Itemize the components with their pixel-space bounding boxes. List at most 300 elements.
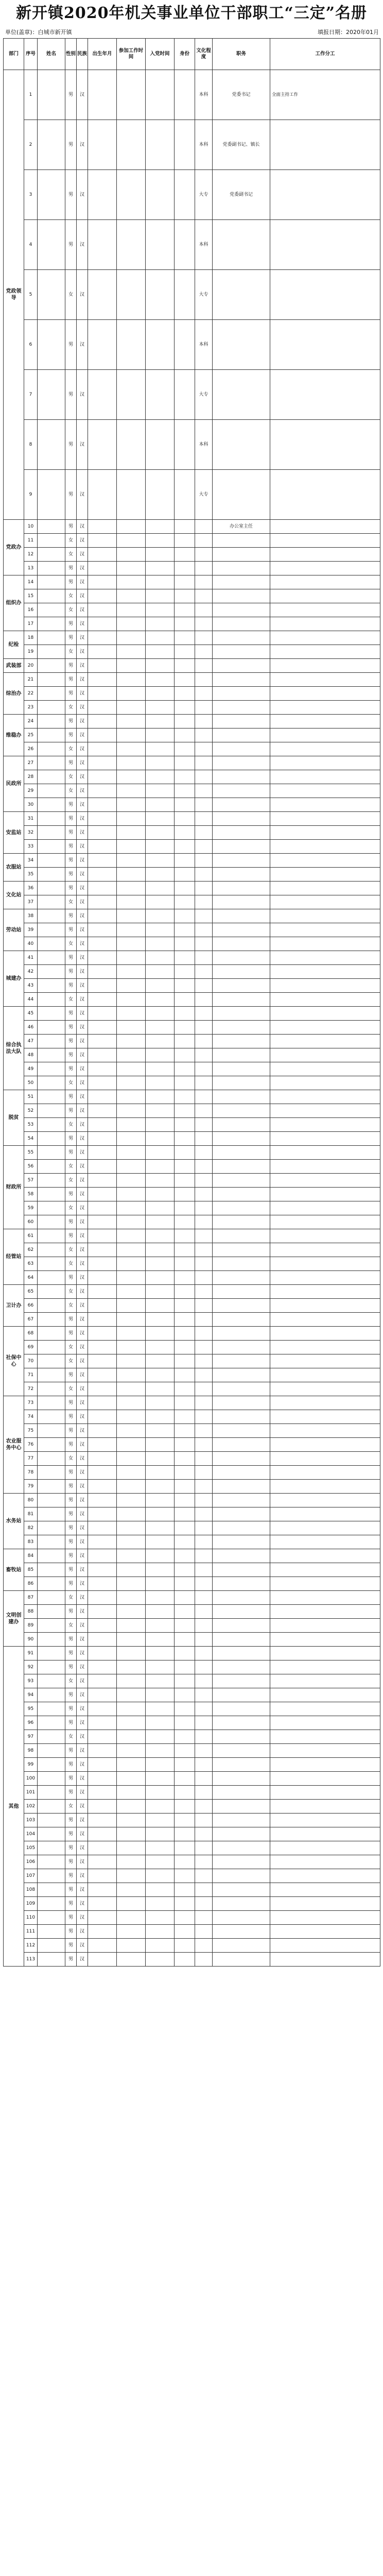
work-start-cell	[117, 1285, 146, 1299]
status-cell	[175, 1730, 195, 1744]
duty-cell	[270, 1243, 380, 1257]
party-cell	[146, 1841, 175, 1855]
column-header: 出生年月	[88, 39, 117, 70]
birth-cell	[88, 520, 117, 534]
seq-cell: 7	[24, 370, 38, 420]
ethnicity-cell: 汉	[77, 1396, 88, 1410]
duty-cell	[270, 1146, 380, 1160]
name-cell	[38, 770, 65, 784]
name-cell	[38, 840, 65, 854]
duty-cell	[270, 1855, 380, 1869]
education-cell	[195, 1229, 213, 1243]
work-start-cell	[117, 603, 146, 617]
status-cell	[175, 220, 195, 270]
table-row	[4, 951, 380, 965]
birth-cell	[88, 1090, 117, 1104]
duty-cell	[270, 979, 380, 993]
table-row	[4, 1591, 380, 1605]
position-cell	[213, 1869, 270, 1883]
position-cell	[213, 1897, 270, 1911]
party-cell	[146, 1382, 175, 1396]
birth-cell	[88, 589, 117, 603]
party-cell	[146, 1466, 175, 1480]
birth-cell	[88, 1953, 117, 1967]
gender-cell: 男	[65, 1410, 77, 1424]
ethnicity-cell: 汉	[77, 1452, 88, 1466]
gender-cell: 男	[65, 1925, 77, 1939]
work-start-cell	[117, 617, 146, 631]
work-start-cell	[117, 1744, 146, 1758]
status-cell	[175, 1118, 195, 1132]
gender-cell: 男	[65, 420, 77, 470]
education-cell	[195, 756, 213, 770]
seq-cell: 27	[24, 756, 38, 770]
ethnicity-cell: 汉	[77, 320, 88, 370]
work-start-cell	[117, 1035, 146, 1048]
birth-cell	[88, 1939, 117, 1953]
education-cell	[195, 1452, 213, 1466]
table-row	[4, 979, 380, 993]
education-cell	[195, 1647, 213, 1660]
position-cell	[213, 1674, 270, 1688]
position-cell	[213, 659, 270, 673]
education-cell	[195, 1160, 213, 1174]
ethnicity-cell: 汉	[77, 812, 88, 826]
education-cell	[195, 1841, 213, 1855]
position-cell	[213, 1466, 270, 1480]
table-row	[4, 659, 380, 673]
gender-cell: 男	[65, 1438, 77, 1452]
status-cell	[175, 1354, 195, 1368]
party-cell	[146, 923, 175, 937]
ethnicity-cell: 汉	[77, 1494, 88, 1507]
birth-cell	[88, 701, 117, 715]
table-row	[4, 520, 380, 534]
name-cell	[38, 659, 65, 673]
ethnicity-cell: 汉	[77, 937, 88, 951]
duty-cell	[270, 548, 380, 562]
ethnicity-cell: 汉	[77, 270, 88, 320]
gender-cell: 男	[65, 840, 77, 854]
birth-cell	[88, 534, 117, 548]
department-cell: 安监站	[4, 812, 24, 854]
name-cell	[38, 631, 65, 645]
position-cell	[213, 1118, 270, 1132]
gender-cell: 男	[65, 979, 77, 993]
table-row	[4, 603, 380, 617]
education-cell: 本科	[195, 420, 213, 470]
birth-cell	[88, 1925, 117, 1939]
party-cell	[146, 170, 175, 220]
education-cell	[195, 1076, 213, 1090]
work-start-cell	[117, 1257, 146, 1271]
status-cell	[175, 826, 195, 840]
birth-cell	[88, 1591, 117, 1605]
seq-cell: 111	[24, 1925, 38, 1939]
education-cell	[195, 1354, 213, 1368]
status-cell	[175, 1410, 195, 1424]
name-cell	[38, 1035, 65, 1048]
table-row	[4, 1619, 380, 1633]
unit-label: 单位(盖章)：白城市新开镇	[5, 29, 72, 36]
table-row	[4, 320, 380, 370]
party-cell	[146, 1285, 175, 1299]
birth-cell	[88, 70, 117, 120]
education-cell	[195, 993, 213, 1007]
department-cell: 农业服务中心	[4, 1396, 24, 1494]
party-cell	[146, 909, 175, 923]
work-start-cell	[117, 951, 146, 965]
department-cell: 其他	[4, 1647, 24, 1967]
duty-cell	[270, 1118, 380, 1132]
status-cell	[175, 1174, 195, 1188]
gender-cell: 男	[65, 1132, 77, 1146]
department-cell: 劳动站	[4, 909, 24, 951]
seq-cell: 108	[24, 1883, 38, 1897]
education-cell	[195, 840, 213, 854]
seq-cell: 80	[24, 1494, 38, 1507]
gender-cell: 女	[65, 784, 77, 798]
position-cell	[213, 1035, 270, 1048]
seq-cell: 47	[24, 1035, 38, 1048]
duty-cell	[270, 1660, 380, 1674]
duty-cell	[270, 1688, 380, 1702]
position-cell	[213, 1215, 270, 1229]
education-cell	[195, 1869, 213, 1883]
gender-cell: 女	[65, 603, 77, 617]
status-cell	[175, 882, 195, 895]
table-row	[4, 1174, 380, 1188]
duty-cell	[270, 826, 380, 840]
gender-cell: 女	[65, 742, 77, 756]
seq-cell: 39	[24, 923, 38, 937]
status-cell	[175, 1841, 195, 1855]
birth-cell	[88, 1605, 117, 1619]
birth-cell	[88, 1215, 117, 1229]
gender-cell: 男	[65, 1313, 77, 1327]
work-start-cell	[117, 1660, 146, 1674]
education-cell	[195, 715, 213, 728]
party-cell	[146, 937, 175, 951]
education-cell	[195, 1021, 213, 1035]
work-start-cell	[117, 728, 146, 742]
gender-cell: 男	[65, 320, 77, 370]
education-cell	[195, 826, 213, 840]
birth-cell	[88, 1716, 117, 1730]
table-row	[4, 1925, 380, 1939]
duty-cell	[270, 1591, 380, 1605]
birth-cell	[88, 562, 117, 575]
seq-cell: 2	[24, 120, 38, 170]
gender-cell: 女	[65, 534, 77, 548]
name-cell	[38, 562, 65, 575]
party-cell	[146, 1577, 175, 1591]
status-cell	[175, 1021, 195, 1035]
education-cell	[195, 1035, 213, 1048]
gender-cell: 男	[65, 1424, 77, 1438]
name-cell	[38, 520, 65, 534]
party-cell	[146, 1633, 175, 1647]
ethnicity-cell: 汉	[77, 1257, 88, 1271]
gender-cell: 男	[65, 1480, 77, 1494]
position-cell	[213, 1313, 270, 1327]
seq-cell: 16	[24, 603, 38, 617]
gender-cell: 女	[65, 270, 77, 320]
birth-cell	[88, 1494, 117, 1507]
gender-cell: 男	[65, 70, 77, 120]
work-start-cell	[117, 1438, 146, 1452]
ethnicity-cell: 汉	[77, 1716, 88, 1730]
seq-cell: 44	[24, 993, 38, 1007]
party-cell	[146, 1104, 175, 1118]
status-cell	[175, 1299, 195, 1313]
status-cell	[175, 1758, 195, 1772]
table-row	[4, 1188, 380, 1201]
party-cell	[146, 1062, 175, 1076]
position-cell	[213, 1382, 270, 1396]
name-cell	[38, 1243, 65, 1257]
birth-cell	[88, 1800, 117, 1814]
position-cell	[213, 1438, 270, 1452]
status-cell	[175, 589, 195, 603]
table-row	[4, 728, 380, 742]
duty-cell	[270, 370, 380, 420]
name-cell	[38, 534, 65, 548]
seq-cell: 8	[24, 420, 38, 470]
position-cell	[213, 1925, 270, 1939]
duty-cell	[270, 1786, 380, 1800]
ethnicity-cell: 汉	[77, 923, 88, 937]
seq-cell: 35	[24, 868, 38, 882]
gender-cell: 男	[65, 923, 77, 937]
table-row	[4, 575, 380, 589]
birth-cell	[88, 742, 117, 756]
seq-cell: 77	[24, 1452, 38, 1466]
table-row	[4, 1396, 380, 1410]
name-cell	[38, 1897, 65, 1911]
seq-cell: 3	[24, 170, 38, 220]
name-cell	[38, 1021, 65, 1035]
education-cell	[195, 1605, 213, 1619]
education-cell	[195, 1132, 213, 1146]
education-cell	[195, 1257, 213, 1271]
position-cell	[213, 784, 270, 798]
work-start-cell	[117, 320, 146, 370]
work-start-cell	[117, 1869, 146, 1883]
gender-cell: 男	[65, 1814, 77, 1827]
work-start-cell	[117, 562, 146, 575]
ethnicity-cell: 汉	[77, 687, 88, 701]
gender-cell: 男	[65, 1396, 77, 1410]
duty-cell	[270, 895, 380, 909]
gender-cell: 男	[65, 909, 77, 923]
ethnicity-cell: 汉	[77, 1786, 88, 1800]
department-cell: 党政办	[4, 520, 24, 575]
ethnicity-cell: 汉	[77, 993, 88, 1007]
position-cell	[213, 1591, 270, 1605]
table-row	[4, 1257, 380, 1271]
seq-cell: 74	[24, 1410, 38, 1424]
gender-cell: 男	[65, 798, 77, 812]
department-cell: 经管站	[4, 1229, 24, 1285]
ethnicity-cell: 汉	[77, 1521, 88, 1535]
gender-cell: 男	[65, 715, 77, 728]
gender-cell: 男	[65, 812, 77, 826]
party-cell	[146, 1772, 175, 1786]
name-cell	[38, 1132, 65, 1146]
department-cell: 纪检	[4, 631, 24, 659]
work-start-cell	[117, 1466, 146, 1480]
duty-cell	[270, 1438, 380, 1452]
gender-cell: 男	[65, 1869, 77, 1883]
seq-cell: 83	[24, 1535, 38, 1549]
seq-cell: 96	[24, 1716, 38, 1730]
status-cell	[175, 1688, 195, 1702]
work-start-cell	[117, 770, 146, 784]
work-start-cell	[117, 589, 146, 603]
name-cell	[38, 979, 65, 993]
education-cell	[195, 798, 213, 812]
gender-cell: 男	[65, 562, 77, 575]
name-cell	[38, 951, 65, 965]
education-cell	[195, 784, 213, 798]
position-cell	[213, 895, 270, 909]
birth-cell	[88, 1174, 117, 1188]
status-cell	[175, 1827, 195, 1841]
work-start-cell	[117, 701, 146, 715]
position-cell	[213, 631, 270, 645]
gender-cell: 男	[65, 1855, 77, 1869]
birth-cell	[88, 270, 117, 320]
status-cell	[175, 1327, 195, 1341]
status-cell	[175, 854, 195, 868]
education-cell	[195, 575, 213, 589]
ethnicity-cell: 汉	[77, 1243, 88, 1257]
duty-cell	[270, 1702, 380, 1716]
education-cell	[195, 1007, 213, 1021]
name-cell	[38, 1146, 65, 1160]
status-cell	[175, 1619, 195, 1633]
birth-cell	[88, 1424, 117, 1438]
table-row	[4, 1160, 380, 1174]
duty-cell	[270, 1299, 380, 1313]
table-row	[4, 1007, 380, 1021]
duty-cell	[270, 1507, 380, 1521]
table-row	[4, 1535, 380, 1549]
table-row	[4, 1549, 380, 1563]
status-cell	[175, 1549, 195, 1563]
party-cell	[146, 1229, 175, 1243]
education-cell	[195, 1521, 213, 1535]
seq-cell: 81	[24, 1507, 38, 1521]
education-cell	[195, 1535, 213, 1549]
party-cell	[146, 993, 175, 1007]
birth-cell	[88, 1035, 117, 1048]
ethnicity-cell: 汉	[77, 798, 88, 812]
birth-cell	[88, 320, 117, 370]
status-cell	[175, 770, 195, 784]
status-cell	[175, 170, 195, 220]
table-row	[4, 631, 380, 645]
gender-cell: 男	[65, 1563, 77, 1577]
name-cell	[38, 617, 65, 631]
education-cell	[195, 659, 213, 673]
seq-cell: 86	[24, 1577, 38, 1591]
table-row	[4, 1897, 380, 1911]
gender-cell: 男	[65, 1062, 77, 1076]
seq-cell: 100	[24, 1772, 38, 1786]
duty-cell	[270, 470, 380, 520]
party-cell	[146, 1883, 175, 1897]
table-row	[4, 673, 380, 687]
ethnicity-cell: 汉	[77, 756, 88, 770]
work-start-cell	[117, 1118, 146, 1132]
work-start-cell	[117, 1507, 146, 1521]
birth-cell	[88, 1354, 117, 1368]
position-cell	[213, 420, 270, 470]
table-row	[4, 1410, 380, 1424]
name-cell	[38, 1076, 65, 1090]
gender-cell: 女	[65, 645, 77, 659]
department-cell: 卫计办	[4, 1285, 24, 1327]
ethnicity-cell: 汉	[77, 370, 88, 420]
ethnicity-cell: 汉	[77, 617, 88, 631]
duty-cell	[270, 631, 380, 645]
duty-cell	[270, 1953, 380, 1967]
duty-cell	[270, 1800, 380, 1814]
table-row	[4, 1786, 380, 1800]
position-cell	[213, 1257, 270, 1271]
work-start-cell	[117, 798, 146, 812]
duty-cell	[270, 1925, 380, 1939]
position-cell	[213, 882, 270, 895]
education-cell	[195, 1048, 213, 1062]
work-start-cell	[117, 534, 146, 548]
seq-cell: 28	[24, 770, 38, 784]
birth-cell	[88, 420, 117, 470]
position-cell	[213, 798, 270, 812]
ethnicity-cell: 汉	[77, 1827, 88, 1841]
seq-cell: 58	[24, 1188, 38, 1201]
position-cell	[213, 756, 270, 770]
education-cell	[195, 1313, 213, 1327]
birth-cell	[88, 1062, 117, 1076]
position-cell	[213, 965, 270, 979]
table-row	[4, 1438, 380, 1452]
party-cell	[146, 631, 175, 645]
ethnicity-cell: 汉	[77, 1132, 88, 1146]
position-cell	[213, 1494, 270, 1507]
duty-cell	[270, 882, 380, 895]
department-cell: 综治办	[4, 673, 24, 715]
birth-cell	[88, 370, 117, 420]
gender-cell: 男	[65, 1494, 77, 1507]
birth-cell	[88, 1730, 117, 1744]
birth-cell	[88, 1563, 117, 1577]
birth-cell	[88, 603, 117, 617]
column-header: 姓名	[38, 39, 65, 70]
work-start-cell	[117, 520, 146, 534]
ethnicity-cell: 汉	[77, 1104, 88, 1118]
name-cell	[38, 645, 65, 659]
table-row	[4, 1660, 380, 1674]
column-header: 入党时间	[146, 39, 175, 70]
seq-cell: 84	[24, 1549, 38, 1563]
birth-cell	[88, 1577, 117, 1591]
ethnicity-cell: 汉	[77, 1090, 88, 1104]
seq-cell: 52	[24, 1104, 38, 1118]
name-cell	[38, 1730, 65, 1744]
